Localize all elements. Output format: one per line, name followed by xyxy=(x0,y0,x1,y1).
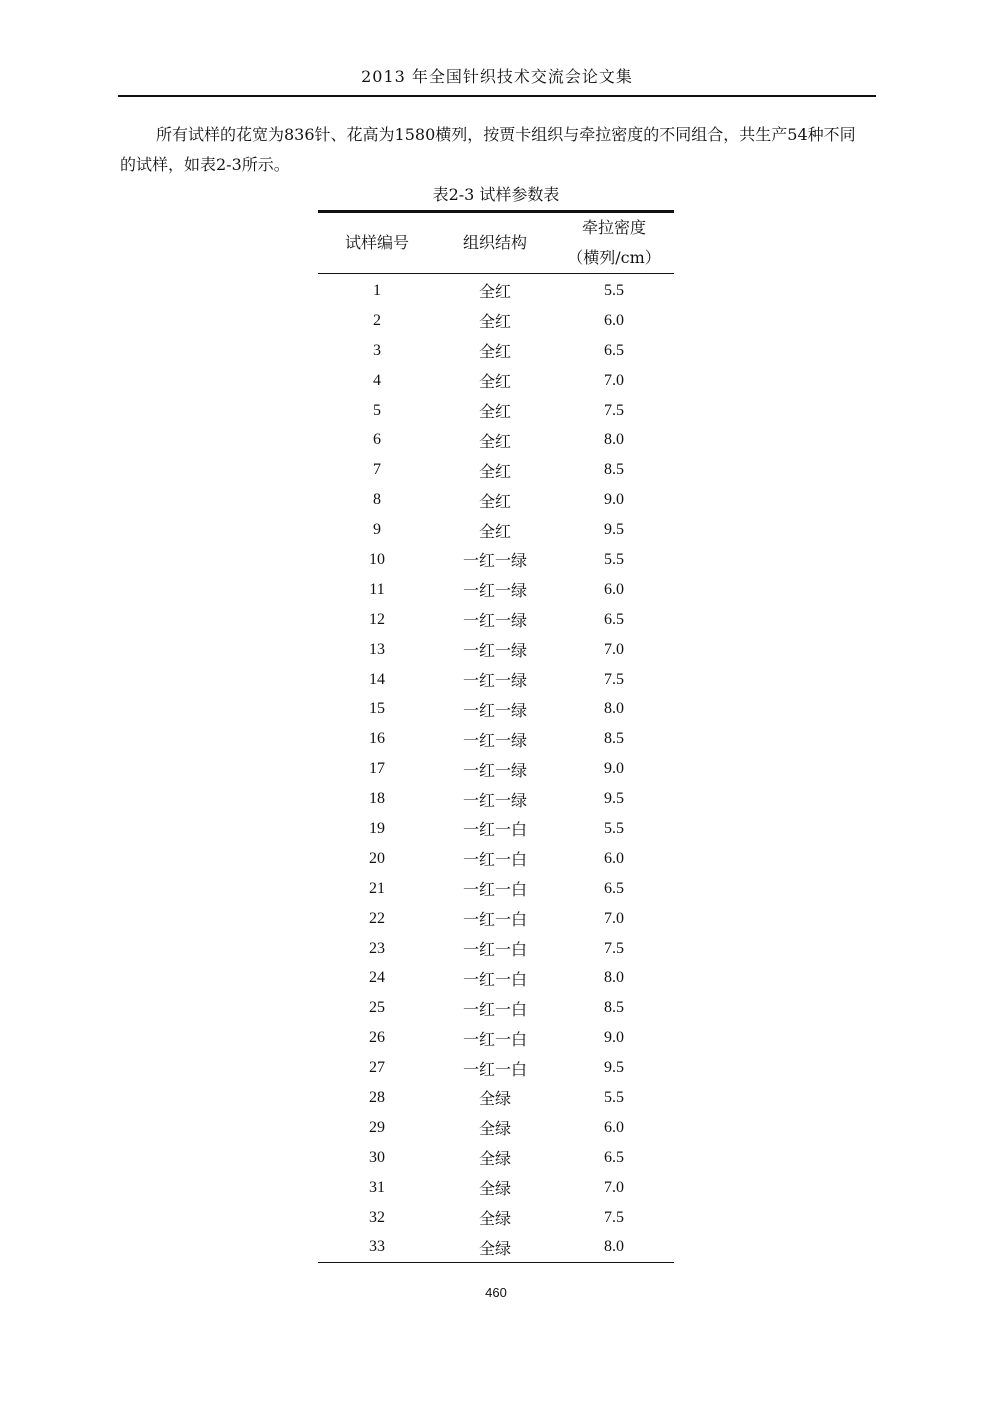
cell-sample-id: 9 xyxy=(373,521,381,539)
table-row xyxy=(318,306,674,336)
table-row xyxy=(318,1143,674,1173)
running-header: 2013 年全国针织技术交流会论文集 xyxy=(361,67,633,86)
cell-structure: 全红 xyxy=(478,461,511,481)
table-header xyxy=(318,212,674,274)
cell-structure: 全绿 xyxy=(478,1149,511,1169)
cell-sample-id: 26 xyxy=(369,1029,385,1047)
cell-structure: 一红一白 xyxy=(462,850,527,870)
cell-sample-id: 16 xyxy=(369,730,385,748)
column-header-density-unit: （横列/cm） xyxy=(567,248,661,267)
cell-density: 7.5 xyxy=(604,939,624,957)
cell-density: 8.0 xyxy=(604,969,624,987)
page-number: 460 xyxy=(485,1285,507,1300)
table-row xyxy=(318,874,674,904)
cell-sample-id: 25 xyxy=(369,999,385,1017)
column-header-density-label: 牵拉密度 xyxy=(581,218,646,237)
cell-density: 5.5 xyxy=(604,1088,624,1106)
cell-structure: 一红一白 xyxy=(462,820,527,840)
cell-structure: 全红 xyxy=(478,402,511,421)
table-row xyxy=(318,575,674,605)
cell-structure: 全绿 xyxy=(478,1089,511,1109)
table-row xyxy=(318,1173,674,1203)
cell-sample-id: 15 xyxy=(369,700,385,718)
cell-density: 6.5 xyxy=(604,879,624,897)
cell-structure: 一红一白 xyxy=(462,999,527,1019)
cell-sample-id: 14 xyxy=(369,670,385,688)
cell-density: 9.0 xyxy=(604,1029,624,1047)
cell-sample-id: 33 xyxy=(318,1233,436,1263)
cell-structure: 全红 xyxy=(478,342,511,362)
table-row xyxy=(318,1113,674,1143)
cell-structure: 一红一绿 xyxy=(462,700,527,720)
cell-structure: 全红 xyxy=(478,372,511,392)
cell-density: 8.0 xyxy=(554,1233,674,1263)
cell-sample-id: 10 xyxy=(369,550,385,568)
table-row xyxy=(318,545,674,575)
cell-structure: 一红一绿 xyxy=(462,790,527,810)
cell-density: 6.0 xyxy=(604,849,624,867)
cell-structure: 一红一白 xyxy=(462,910,527,930)
cell-density: 6.0 xyxy=(604,580,624,598)
cell-structure: 一红一白 xyxy=(462,1029,527,1049)
cell-sample-id: 12 xyxy=(369,610,385,628)
cell-structure: 一红一绿 xyxy=(462,671,527,691)
cell-density: 8.0 xyxy=(604,700,624,718)
table-row xyxy=(318,455,674,485)
cell-sample-id: 29 xyxy=(369,1118,385,1136)
cell-sample-id: 21 xyxy=(369,879,385,897)
cell-sample-id: 24 xyxy=(369,969,385,987)
cell-structure: 一红一绿 xyxy=(462,641,527,661)
cell-sample-id: 3 xyxy=(373,341,381,359)
table-row xyxy=(318,784,674,814)
cell-sample-id: 32 xyxy=(369,1208,385,1226)
cell-sample-id: 11 xyxy=(369,580,385,598)
cell-density: 9.0 xyxy=(604,760,624,778)
cell-density: 9.0 xyxy=(604,491,624,509)
cell-structure: 一红一绿 xyxy=(462,760,527,780)
cell-structure: 一红一白 xyxy=(462,940,527,960)
table-row xyxy=(318,1023,674,1053)
cell-sample-id: 27 xyxy=(369,1059,385,1077)
table-row xyxy=(318,724,674,754)
cell-sample-id: 18 xyxy=(369,790,385,808)
cell-sample-id: 2 xyxy=(373,311,381,329)
cell-sample-id: 20 xyxy=(369,849,385,867)
cell-structure: 一红一白 xyxy=(462,880,527,900)
table-row xyxy=(318,1233,674,1263)
cell-density: 7.0 xyxy=(604,909,624,927)
cell-structure: 全绿 xyxy=(478,1209,511,1229)
cell-structure: 一红一白 xyxy=(462,969,527,989)
cell-sample-id: 8 xyxy=(373,491,381,509)
table-row xyxy=(318,963,674,993)
table-row xyxy=(318,754,674,784)
table-row xyxy=(318,605,674,635)
table-row xyxy=(318,1053,674,1083)
cell-structure: 全绿 xyxy=(478,1119,511,1139)
cell-sample-id: 28 xyxy=(369,1088,385,1106)
cell-structure: 全红 xyxy=(478,491,511,511)
table-row xyxy=(318,1203,674,1233)
table-row xyxy=(318,515,674,545)
cell-structure: 一红一白 xyxy=(462,1059,527,1079)
cell-density: 8.0 xyxy=(604,431,624,449)
body-paragraph: 所有试样的花宽为836针、花高为1580横列，按贾卡组织与牵拉密度的不同组合，共生产54种不同的试样，如表2-3所示。 xyxy=(120,125,856,174)
cell-structure: 全红 xyxy=(478,312,511,332)
table-row xyxy=(318,485,674,515)
cell-sample-id: 4 xyxy=(373,371,381,389)
table-row xyxy=(318,814,674,844)
table-row xyxy=(318,336,674,366)
sample-parameter-table xyxy=(318,210,674,1263)
cell-structure: 全红 xyxy=(478,431,511,451)
cell-density: 9.5 xyxy=(604,1059,624,1077)
column-header-structure: 组织结构 xyxy=(462,233,527,252)
cell-structure: 一红一绿 xyxy=(462,551,527,571)
cell-density: 7.0 xyxy=(604,1178,624,1196)
cell-sample-id: 22 xyxy=(369,909,385,927)
cell-density: 8.5 xyxy=(604,461,624,479)
cell-density: 6.5 xyxy=(604,341,624,359)
table-row xyxy=(318,694,674,724)
cell-sample-id: 7 xyxy=(373,461,381,479)
cell-density: 6.0 xyxy=(604,1118,624,1136)
table-row xyxy=(318,366,674,396)
cell-density: 7.5 xyxy=(604,401,624,419)
cell-density: 8.5 xyxy=(604,730,624,748)
cell-density: 6.5 xyxy=(604,1148,624,1166)
cell-structure: 一红一绿 xyxy=(462,730,527,750)
table-body xyxy=(318,274,674,1263)
cell-density: 7.0 xyxy=(604,371,624,389)
table-header-row xyxy=(318,212,674,274)
table-row xyxy=(318,1083,674,1113)
cell-sample-id: 6 xyxy=(373,431,381,449)
cell-density: 6.5 xyxy=(604,610,624,628)
column-header-density xyxy=(554,212,674,274)
cell-density: 7.5 xyxy=(604,670,624,688)
cell-sample-id: 5 xyxy=(373,401,381,419)
table-row xyxy=(318,993,674,1023)
table-row xyxy=(318,665,674,695)
cell-structure: 一红一绿 xyxy=(462,581,527,601)
cell-density: 6.0 xyxy=(604,311,624,329)
cell-structure: 全绿 xyxy=(478,1179,511,1199)
table-row xyxy=(318,904,674,934)
table-row xyxy=(318,934,674,964)
cell-density: 7.5 xyxy=(604,1208,624,1226)
cell-structure: 全绿 xyxy=(436,1233,554,1263)
cell-sample-id: 13 xyxy=(369,640,385,658)
cell-sample-id: 31 xyxy=(369,1178,385,1196)
cell-structure: 一红一绿 xyxy=(462,611,527,631)
cell-sample-id: 19 xyxy=(369,819,385,837)
cell-sample-id: 17 xyxy=(369,760,385,778)
table-row xyxy=(318,425,674,455)
table-row xyxy=(318,635,674,665)
cell-sample-id: 1 xyxy=(373,281,381,299)
cell-density: 8.5 xyxy=(604,999,624,1017)
cell-density: 5.5 xyxy=(604,550,624,568)
cell-density: 5.5 xyxy=(604,281,624,299)
cell-density: 9.5 xyxy=(604,521,624,539)
table-row xyxy=(318,274,674,306)
cell-density: 5.5 xyxy=(604,819,624,837)
cell-structure: 全红 xyxy=(478,521,511,541)
table-row xyxy=(318,396,674,426)
cell-density: 7.0 xyxy=(604,640,624,658)
cell-sample-id: 30 xyxy=(369,1148,385,1166)
column-header-sample-id: 试样编号 xyxy=(344,233,409,252)
cell-sample-id: 23 xyxy=(369,939,385,957)
cell-structure: 全红 xyxy=(478,282,511,302)
table-caption: 表2-3 试样参数表 xyxy=(432,185,560,204)
cell-density: 9.5 xyxy=(604,790,624,808)
table-row xyxy=(318,844,674,874)
header-rule xyxy=(118,95,876,97)
